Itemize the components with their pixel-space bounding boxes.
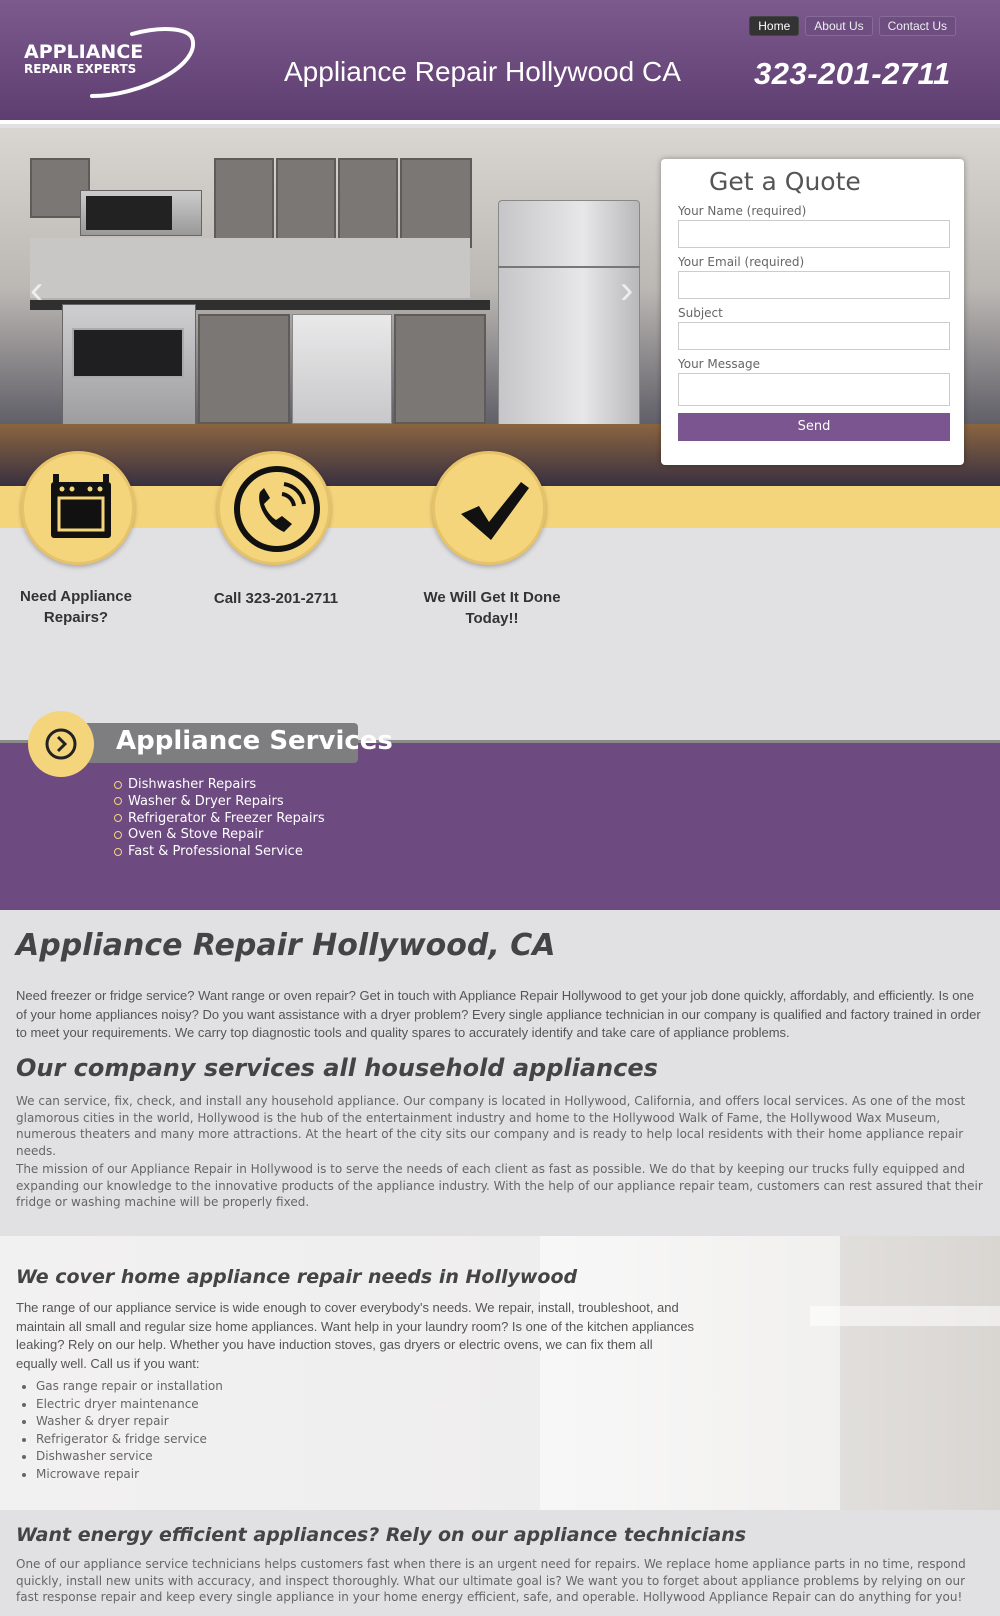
service-item-label: Washer & Dryer Repairs <box>128 793 284 809</box>
message-label: Your Message <box>678 357 761 371</box>
list-item: • Electric dryer maintenance <box>36 1396 986 1414</box>
feature-label-call[interactable]: Call 323-201-2711 <box>213 590 339 607</box>
background-photo-overlay <box>810 1306 1000 1326</box>
email-input[interactable] <box>678 271 950 299</box>
energy-heading: Want energy efficient appliances? Rely on our appliance technicians <box>16 1524 747 1546</box>
slider-next-arrow-icon[interactable]: › <box>620 268 634 312</box>
feature-label-done: We Will Get It Done Today!! <box>423 589 561 627</box>
logo-swoosh-icon <box>22 24 212 104</box>
name-input[interactable] <box>678 220 950 248</box>
checkmark-icon <box>435 454 549 568</box>
subject-input[interactable] <box>678 322 950 350</box>
list-item: • Dishwasher service <box>36 1448 986 1466</box>
services-title: Appliance Services <box>116 726 393 756</box>
oven-window <box>72 328 184 378</box>
quote-form <box>661 159 964 465</box>
list-item: • Washer & dryer repair <box>36 1413 986 1431</box>
email-label: Your Email (required) <box>678 255 805 269</box>
chevron-right-circle-icon <box>28 711 94 777</box>
cover-heading: We cover home appliance repair needs in Hollywood <box>16 1266 578 1288</box>
list-item[interactable] <box>114 827 325 844</box>
oven-icon <box>24 454 138 568</box>
cover-list <box>36 1378 986 1483</box>
kitchen-cabinet <box>198 314 290 424</box>
list-item: • Refrigerator & fridge service <box>36 1431 986 1449</box>
nav-home[interactable]: Home <box>749 16 799 36</box>
service-item-label: Fast & Professional Service <box>128 844 303 860</box>
service-item-label: Oven & Stove Repair <box>128 827 264 843</box>
mission-paragraph: The mission of our Appliance Repair in Hollywood is to serve the needs of each client as fast as possible. We do that by keeping our trucks fully equipped and expanding our knowledge to the innovative products of the appliance industry. With the help of our appliance repair team, customers can rest assured that their fridge or washing machine will be properly fixed. <box>16 1162 983 1210</box>
quote-form-title: Get a Quote <box>709 167 861 196</box>
header-phone[interactable]: 323-201-2711 <box>754 56 951 91</box>
feature-circle-repairs <box>21 451 135 565</box>
send-button[interactable]: Send <box>678 413 950 441</box>
main-heading: Appliance Repair Hollywood, CA <box>16 928 556 963</box>
circle-bullet-icon <box>114 814 122 822</box>
slider-prev-arrow-icon[interactable]: ‹ <box>30 268 44 312</box>
kitchen-cabinet <box>394 314 486 424</box>
logo-line1: APPLIANCE <box>24 41 144 63</box>
company-paragraph: We can service, fix, check, and install any household appliance. Our company is located in Hollywood, California, and offers local services. As one of the most glamorous cities in the world, Hollywood is the hub of the entertainment industry and home to the Hollywood Walk of Fame, the Hollywood Wax Museum, numerous theaters and many more attractions. At the heart of the city sits our company and is ready to help local residents with their home appliance repair needs. <box>16 1094 966 1158</box>
feature-circle-done <box>432 451 546 565</box>
services-section <box>0 740 1000 910</box>
refrigerator-door-line <box>498 266 640 268</box>
refrigerator-image <box>498 200 640 428</box>
kitchen-cabinet <box>338 158 398 248</box>
cover-list-wrap <box>16 1378 986 1483</box>
service-item-label: Refrigerator & Freezer Repairs <box>128 810 325 826</box>
intro-paragraph: Need freezer or fridge service? Want range or oven repair? Get in touch with Appliance Repair Hollywood to get your job done quickly, affordably, and efficiently. Is one of your home appliances noisy? Do you want assistance with a dryer problem? Every single appliance technician in our company is qualified and factory trained in order to meet your requirements. We carry top diagnostic tools and quality spares to accurately identify and take care of appliance problems. <box>16 988 981 1040</box>
services-badge <box>28 711 94 777</box>
nav-contact-us[interactable]: Contact Us <box>879 16 956 36</box>
kitchen-cabinet <box>214 158 274 248</box>
service-item-label: Dishwasher Repairs <box>128 777 257 792</box>
list-item: • Gas range repair or installation <box>36 1378 986 1396</box>
site-title: Appliance Repair Hollywood CA <box>284 56 681 87</box>
main-nav <box>749 16 956 36</box>
services-list <box>114 777 325 861</box>
nav-about-us[interactable]: About Us <box>805 16 872 36</box>
list-item: • Microwave repair <box>36 1466 986 1484</box>
page-title <box>16 928 986 963</box>
microwave-window <box>86 196 172 230</box>
list-item[interactable] <box>114 777 325 794</box>
kitchen-cabinet <box>400 158 472 248</box>
message-textarea[interactable] <box>678 373 950 406</box>
circle-bullet-icon <box>114 831 122 839</box>
circle-bullet-icon <box>114 797 122 805</box>
feature-circle-call <box>217 451 331 565</box>
dishwasher-image <box>292 314 392 424</box>
services-heading: Our company services all household appliances <box>16 1054 658 1082</box>
circle-bullet-icon <box>114 848 122 856</box>
list-item[interactable] <box>114 811 325 828</box>
logo-line2: REPAIR EXPERTS <box>24 62 137 76</box>
circle-bullet-icon <box>114 781 122 789</box>
energy-paragraph: One of our appliance service technicians helps customers fast when there is an urgent need for repairs. We replace home appliance parts in no time, respond quickly, install new units with accuracy, and inspect thoroughly. What our ultimate goal is? We want you to forget about appliance problems by relying on our fast response repair and keep every single appliance in your home energy efficient, safe, and operable. Hollywood Appliance Repair can do anything for you! <box>16 1557 966 1605</box>
list-item[interactable] <box>114 844 325 861</box>
subject-label: Subject <box>678 306 723 320</box>
cover-paragraph: The range of our appliance service is wide enough to cover everybody's needs. We repair, install, troubleshoot, and maintain all small and regular size home appliances. Want help in your laundry room? Is one of the kitchen appliances leaking? Rely on our help. Whether you have induction stoves, gas dryers or electric ovens, we can fix them all equally well. Call us if you want: <box>16 1300 695 1371</box>
list-item[interactable] <box>114 794 325 811</box>
feature-label-repairs: Need Appliance Repairs? <box>20 588 132 626</box>
phone-icon <box>220 454 334 568</box>
kitchen-backsplash <box>30 238 470 298</box>
site-header <box>0 0 1000 124</box>
name-label: Your Name (required) <box>678 204 807 218</box>
site-logo[interactable] <box>22 24 212 104</box>
kitchen-cabinet <box>276 158 336 248</box>
